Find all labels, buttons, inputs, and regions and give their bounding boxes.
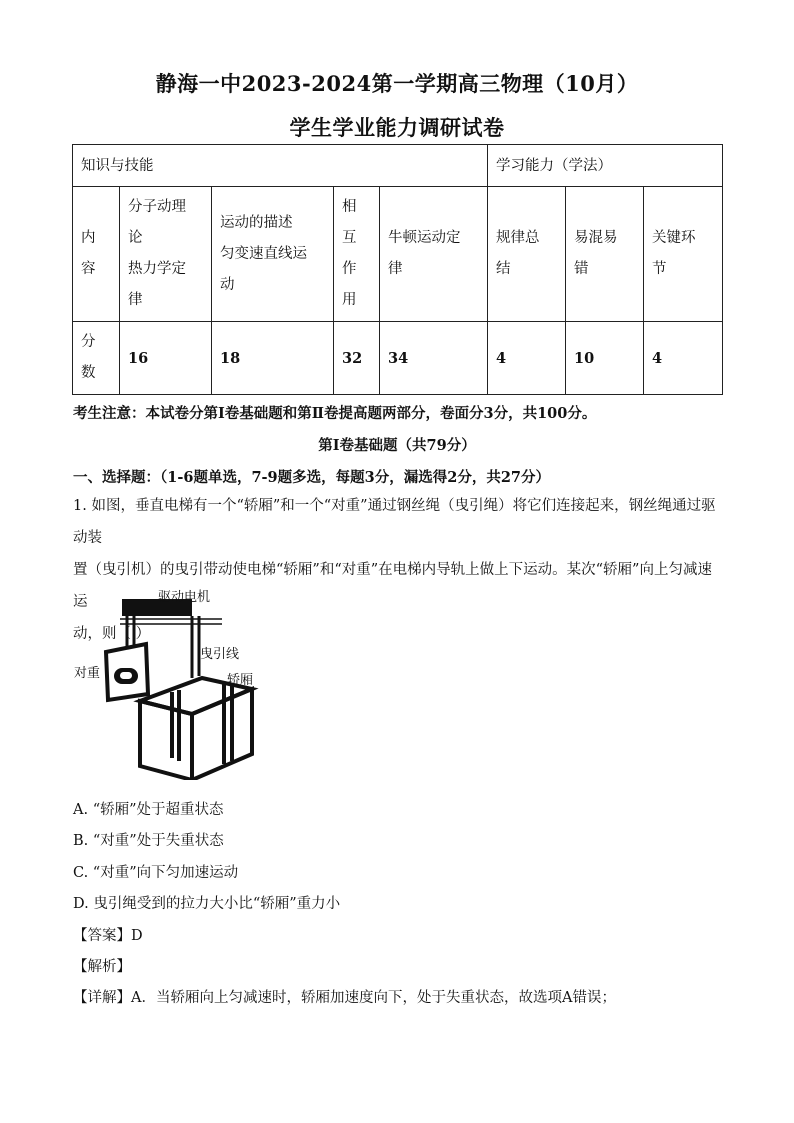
section-title: 第Ⅰ卷基础题（共79分） xyxy=(318,437,476,454)
group-learning-ability: 学习能力（学法） xyxy=(488,145,723,187)
detail-explanation: 【详解】A．当轿厢向上匀减速时，轿厢加速度向下，处于失重状态，故选项A错误； xyxy=(73,990,616,1006)
exam-title: 静海一中2023-2024第一学期高三物理（10月） xyxy=(155,71,639,96)
score-cell: 16 xyxy=(120,322,212,395)
elevator-figure xyxy=(72,586,292,780)
exam-notice: 考生注意：本试卷分第Ⅰ卷基础题和第Ⅱ卷提高题两部分，卷面分3分，共100分。 xyxy=(73,405,597,422)
content-cell: 规律总 结 xyxy=(488,187,566,322)
question-1-line: 置（曳引机）的曳引带动使电梯“轿厢”和“对重”在电梯内导轨上做上下运动。某次“轿厢”向上匀减速运 xyxy=(73,562,712,610)
content-cell: 相 互 作 用 xyxy=(334,187,380,322)
option-c: C. “对重”向下匀加速运动 xyxy=(73,865,239,881)
group-knowledge-skills: 知识与技能 xyxy=(73,145,488,187)
part-title: 一、选择题：（1-6题单选，7-9题多选，每题3分，漏选得2分，共27分） xyxy=(73,469,550,486)
content-cell: 牛顿运动定 律 xyxy=(380,187,488,322)
table-score-row xyxy=(73,322,723,395)
option-d: D. 曳引绳受到的拉力大小比“轿厢”重力小 xyxy=(73,896,341,912)
score-row-label: 分 数 xyxy=(73,322,120,395)
score-cell: 32 xyxy=(334,322,380,395)
exam-subtitle: 学生学业能力调研试卷 xyxy=(289,115,505,140)
content-cell: 运动的描述 匀变速直线运 动 xyxy=(212,187,334,322)
label-car: 轿厢 xyxy=(227,673,254,688)
score-cell: 18 xyxy=(212,322,334,395)
elevator-car xyxy=(140,678,252,780)
content-row-label: 内 容 xyxy=(73,187,120,322)
question-1-line: 1. 如图，垂直电梯有一个“轿厢”和一个“对重”通过钢丝绳（曳引绳）将它们连接起来，钢丝绳通过驱动装 xyxy=(73,498,716,546)
counterweight-hole-inner xyxy=(120,672,132,679)
score-cell: 4 xyxy=(644,322,723,395)
content-cell: 分子动理 论 热力学定 律 xyxy=(120,187,212,322)
table-content-row xyxy=(73,187,723,322)
score-cell: 4 xyxy=(488,322,566,395)
score-cell: 34 xyxy=(380,322,488,395)
option-a: A. “轿厢”处于超重状态 xyxy=(73,802,224,818)
label-counterweight: 对重 xyxy=(74,666,101,681)
score-cell: 10 xyxy=(566,322,644,395)
option-b: B. “对重”处于失重状态 xyxy=(73,833,224,849)
label-traction-rope: 曳引线 xyxy=(200,647,240,662)
question-1-line: 动，则（ ） xyxy=(73,626,151,642)
analysis-heading: 【解析】 xyxy=(73,959,131,975)
label-drive-motor: 驱动电机 xyxy=(158,590,211,605)
table-group-row xyxy=(73,145,723,187)
content-cell: 关键环 节 xyxy=(644,187,723,322)
answer: 【答案】D xyxy=(73,928,143,944)
score-distribution-table xyxy=(72,144,723,395)
content-cell: 易混易 错 xyxy=(566,187,644,322)
